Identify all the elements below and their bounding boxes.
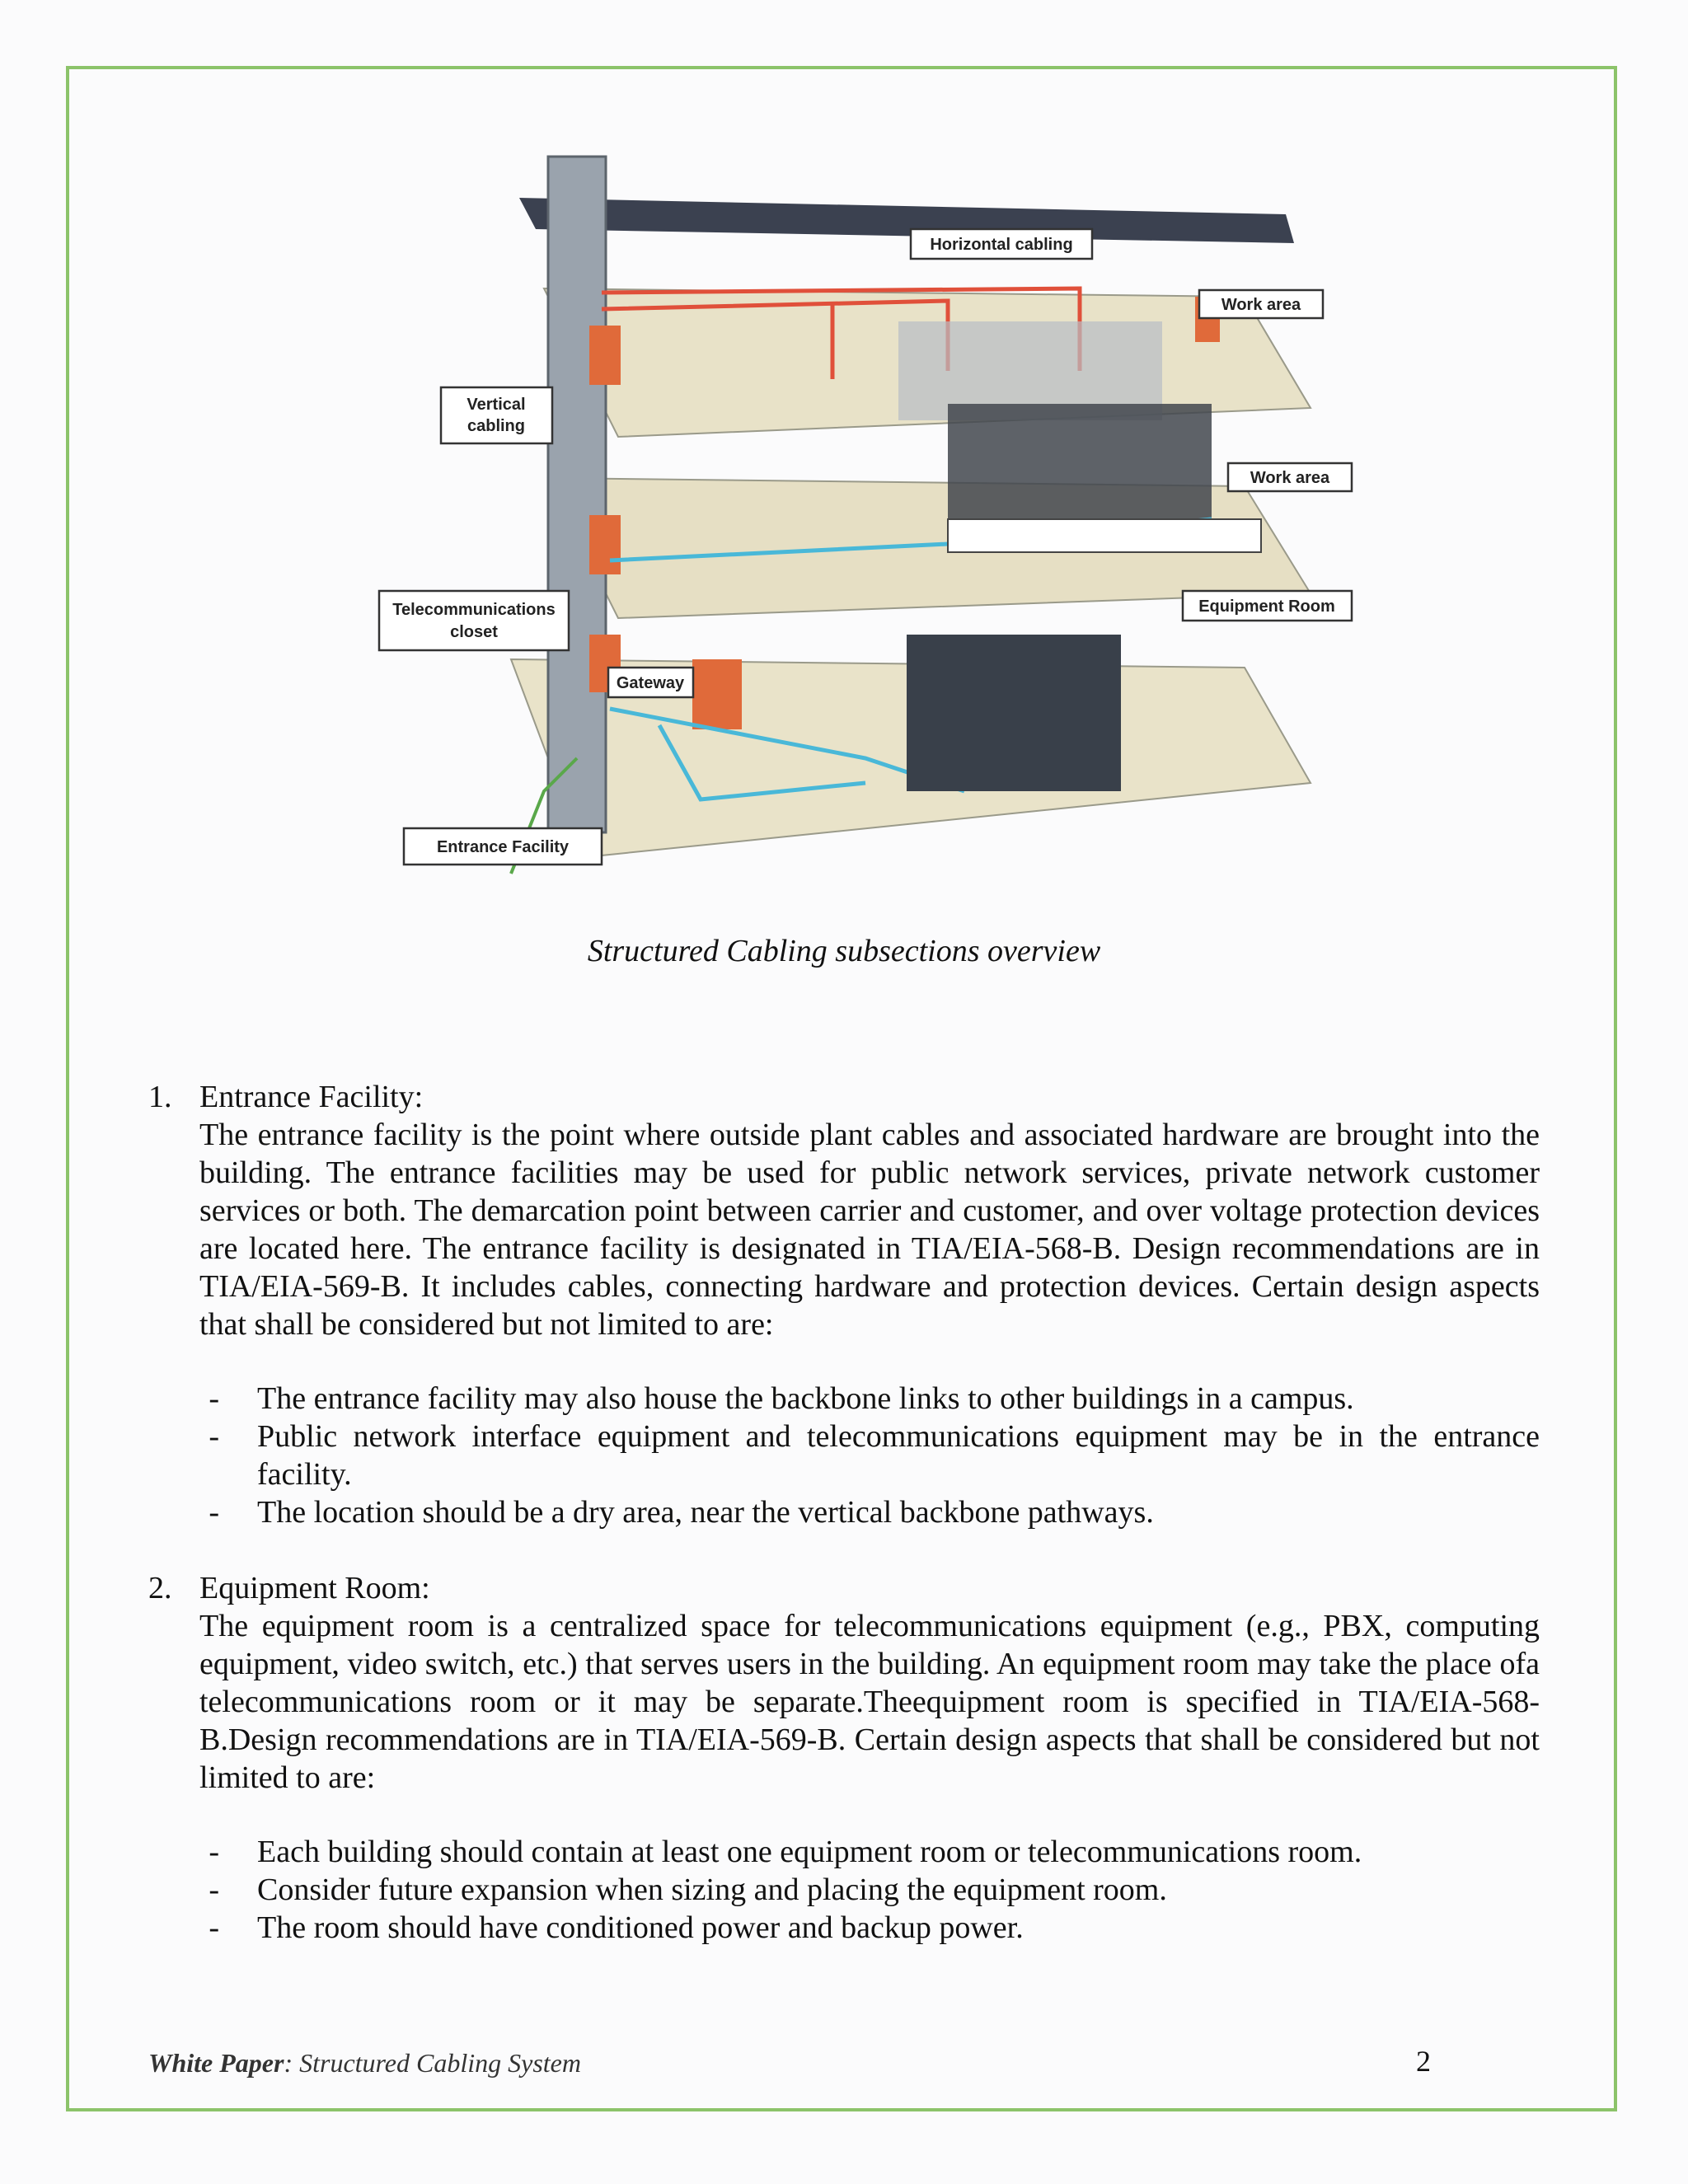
building-cutaway-illustration: [371, 132, 1393, 898]
svg-text:Equipment Room: Equipment Room: [1198, 598, 1335, 616]
list-item: - Each building should contain at least one equipment room or telecommunications room.: [209, 1835, 1362, 1869]
svg-text:Telecommunications: Telecommunications: [392, 601, 556, 619]
vertical-riser: [548, 157, 606, 832]
label-equipment-room: [1183, 591, 1352, 621]
list-item: - The location should be a dry area, near the vertical backbone pathways.: [209, 1495, 1154, 1530]
section-title: Equipment Room:: [199, 1571, 430, 1605]
list-item: - Public network interface equipment and telecommunications equipment may be in the entrance facility.: [209, 1419, 1540, 1492]
svg-text:Vertical: Vertical: [467, 396, 526, 414]
section-heading: [148, 1569, 1540, 1607]
section-heading: [148, 1078, 1540, 1116]
svg-text:Gateway: Gateway: [616, 674, 685, 692]
list-item: - Consider future expansion when sizing and placing the equipment room.: [209, 1872, 1167, 1907]
label-work-area-top: [1199, 290, 1323, 318]
telecom-closet-box: [589, 326, 621, 385]
label-vertical-cabling: [441, 387, 552, 443]
structured-cabling-figure: [371, 132, 1393, 898]
svg-text:Work area: Work area: [1221, 296, 1301, 314]
roof: [519, 198, 1294, 243]
section-equipment-room: [148, 1569, 1540, 1947]
bullet-list: [148, 1833, 1540, 1947]
section-number: 1.: [148, 1080, 172, 1114]
bullet-list: [148, 1380, 1540, 1531]
label-telecommunications-closet: [379, 591, 569, 650]
list-item: - The room should have conditioned power and backup power.: [209, 1910, 1024, 1945]
footer-title: : Structured Cabling System: [284, 2048, 581, 2078]
section-number: 2.: [148, 1571, 172, 1605]
label-work-area-mid: [1228, 463, 1352, 491]
section-entrance-facility: [148, 1078, 1540, 1531]
footer-bold: White Paper: [148, 2048, 284, 2078]
svg-text:Horizontal cabling: Horizontal cabling: [930, 236, 1073, 254]
equipment-room-cabinets: [907, 635, 1121, 791]
section-body: The entrance facility is the point where outside plant cables and associated hardware are brought into the building. The entrance facilities may be used for public network services, private network customer services or both. The demarcation point between carrier and customer, and over voltage protection devices are located here. The entrance facility is designated in TIA/EIA-568-B. Design recommendations are in TIA/EIA-569-B. It includes cables, connecting hardware and protection devices. Certain design aspects that shall be considered but not limited to are:: [199, 1118, 1540, 1342]
figure-caption: Structured Cabling subsections overview: [587, 934, 1101, 968]
list-item: - The entrance facility may also house the backbone links to other buildings in a campus.: [209, 1381, 1354, 1416]
section-title: Entrance Facility:: [199, 1080, 424, 1114]
page-footer: [148, 2048, 1434, 2079]
equipment-room-sign: [948, 519, 1261, 552]
page-number: 2: [1416, 2045, 1431, 2078]
label-entrance-facility: [404, 828, 602, 865]
svg-text:closet: closet: [450, 623, 498, 641]
section-body: The equipment room is a centralized space for telecommunications equipment (e.g., PBX, computing equipment, video switch, etc.) that serves users in the building. An equipment room may take the place ofa telecommunications room or it may be separate.Theequipment room is specified in TIA/EIA-568-B.Design recommendations are in TIA/EIA-569-B. Certain design aspects that shall be considered but not limited to are:: [199, 1609, 1540, 1795]
label-horizontal-cabling: [911, 229, 1092, 259]
svg-text:Work area: Work area: [1250, 469, 1330, 487]
svg-text:Entrance Facility: Entrance Facility: [436, 838, 570, 856]
label-gateway: [608, 668, 693, 697]
telecom-closet-box: [589, 515, 621, 574]
gateway-box: [692, 659, 742, 729]
svg-text:cabling: cabling: [467, 417, 526, 435]
